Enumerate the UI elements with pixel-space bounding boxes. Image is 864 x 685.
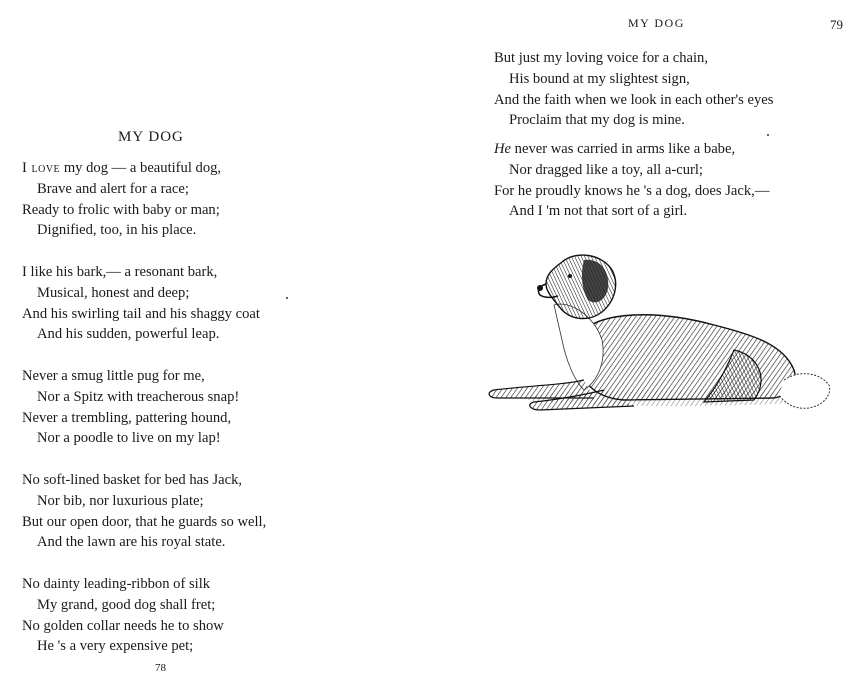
poem-line: Musical, honest and deep; — [37, 284, 190, 301]
poem-line: But just my loving voice for a chain, — [494, 50, 709, 66]
poem-line: Nor bib, nor luxurious plate; — [37, 492, 204, 509]
poem-line: Dignified, too, in his place. — [37, 222, 197, 239]
poem-line: Nor dragged like a toy, all a-curl; — [509, 161, 703, 178]
poem-line: Ready to frolic with baby or man; — [22, 201, 220, 218]
poem-line: No soft-lined basket for bed has Jack, — [22, 472, 243, 488]
poem-line: And his swirling tail and his shaggy coat — [22, 305, 260, 322]
page-number-left: 78 — [155, 662, 166, 674]
line-text: my dog — a beautiful dog, — [60, 160, 222, 176]
poem-line: Brave and alert for a race; — [37, 180, 189, 197]
stanza-4 — [22, 470, 266, 553]
right-page — [432, 0, 864, 685]
poem-line: For he proudly knows he 's a dog, does Jack,— — [494, 182, 770, 199]
poem-line: Nor a Spitz with treacherous snap! — [37, 388, 240, 405]
stanza-1 — [22, 158, 221, 241]
poem-line: His bound at my slightest sign, — [509, 70, 690, 87]
print-speck — [286, 297, 288, 299]
page-number-right: 79 — [830, 17, 843, 32]
running-head: MY DOG — [628, 16, 685, 30]
print-speck — [767, 134, 769, 136]
poem-line: And I 'm not that sort of a girl. — [509, 203, 688, 220]
stanza-5 — [22, 574, 224, 657]
poem-line: And his sudden, powerful leap. — [37, 326, 220, 343]
poem-line: But our open door, that he guards so well, — [22, 513, 267, 530]
poem-line: And the faith when we look in each other's eyes — [494, 91, 774, 108]
line-text: never was carried in arms like a babe, — [511, 141, 736, 157]
poem-line: And the lawn are his royal state. — [37, 534, 226, 551]
stanza-7 — [494, 139, 769, 222]
stanza-2 — [22, 262, 260, 345]
poem-line: Never a smug little pug for me, — [22, 368, 205, 384]
stanza-6 — [494, 48, 773, 131]
poem-line: No dainty leading-ribbon of silk — [22, 576, 211, 592]
italic-lead: He — [494, 141, 512, 157]
poem-line — [22, 158, 221, 179]
poem-line: Proclaim that my dog is mine. — [509, 112, 685, 129]
stanza-3 — [22, 366, 239, 449]
poem-title: MY DOG — [118, 129, 184, 145]
poem-line: Never a trembling, pattering hound, — [22, 409, 232, 426]
poem-line: No golden collar needs he to show — [22, 617, 224, 634]
small-caps-lead: I love — [22, 160, 61, 176]
poem-line: I like his bark,— a resonant bark, — [22, 264, 218, 280]
poem-line: Nor a poodle to live on my lap! — [37, 430, 221, 447]
reclining-dog-engraving-icon — [484, 240, 834, 420]
poem-line: He 's a very expensive pet; — [37, 638, 194, 655]
poem-line — [494, 139, 769, 160]
poem-line: My grand, good dog shall fret; — [37, 596, 216, 613]
